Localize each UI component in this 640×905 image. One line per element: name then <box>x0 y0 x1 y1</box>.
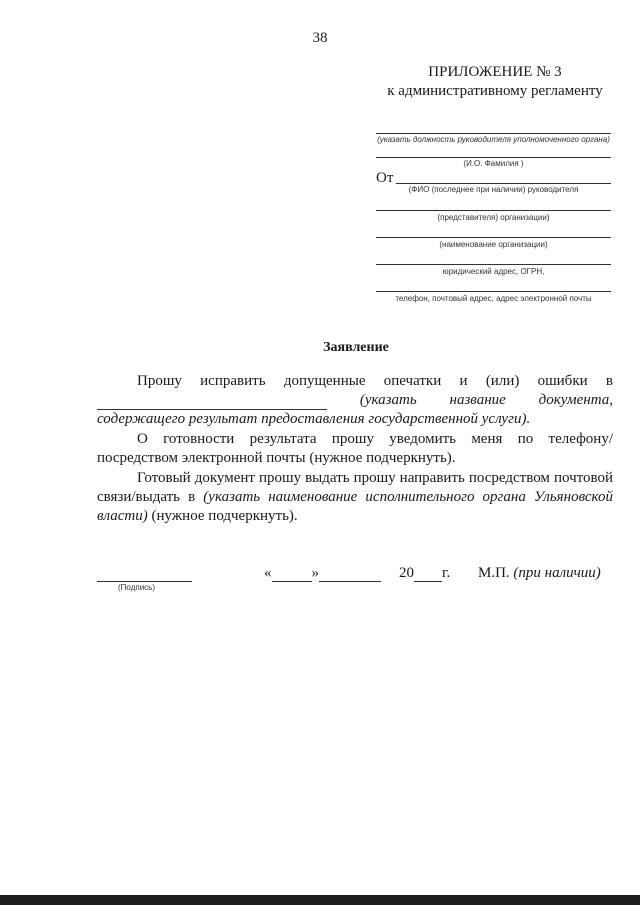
legal-address-caption: юридический адрес, ОГРН, <box>442 267 545 276</box>
paragraph-2-part-1: О готовности результата прошу уведомить меня по телефону/ <box>137 431 613 447</box>
name-caption: (И.О. Фамилия ) <box>463 159 524 168</box>
paragraph-1-line-3: содержащего результат предоставления государственной услуги). <box>97 411 531 427</box>
page-number: 38 <box>312 30 328 46</box>
contacts-line <box>376 291 611 292</box>
quote-close: » <box>311 565 319 581</box>
p1-italic-word: название <box>449 392 506 408</box>
representative-caption: (представителя) организации) <box>437 213 550 222</box>
p1-word: исправить <box>200 373 266 389</box>
name-line <box>376 157 611 158</box>
p1-word: опечатки <box>383 373 442 389</box>
p1-italic-word: документа, <box>538 392 613 408</box>
signature-caption: (Подпись) <box>118 583 155 592</box>
appendix-title: ПРИЛОЖЕНИЕ № 3 <box>428 64 562 80</box>
paragraph-2-part-2: посредством электронной почты (нужное подчеркнуть). <box>97 450 456 466</box>
p1-word: (или) <box>485 373 520 389</box>
representative-line <box>376 210 611 211</box>
paragraph-1 <box>97 372 613 429</box>
year-blank <box>414 567 442 582</box>
appendix-subtitle: к административному регламенту <box>387 83 603 99</box>
stamp-label: М.П. <box>478 565 510 581</box>
paragraph-3-end: (нужное подчеркнуть). <box>147 508 298 524</box>
organization-line <box>376 237 611 238</box>
position-caption: (указать должность руководителя уполномоченного органа) <box>377 135 610 144</box>
p1-word: ошибки <box>537 373 588 389</box>
month-blank <box>319 567 381 582</box>
p1-word: и <box>459 373 468 389</box>
from-label: От <box>376 170 394 186</box>
stamp-note <box>478 565 601 582</box>
applicant-line <box>396 183 611 184</box>
day-blank <box>272 567 312 582</box>
document-name-blank <box>97 397 327 410</box>
paragraph-1-line-1 <box>97 372 613 391</box>
year-prefix: 20 <box>399 565 414 581</box>
document-heading: Заявление <box>323 340 389 355</box>
p1-word: в <box>605 373 613 389</box>
quote-open: « <box>264 565 272 581</box>
paragraph-3-italic: (указать наименование исполнительного органа Ульяновской власти) <box>97 489 613 524</box>
stamp-condition: (при наличии) <box>513 565 601 581</box>
p1-italic-word: (указать <box>359 392 417 408</box>
contacts-caption: телефон, почтовый адрес, адрес электронной почты <box>395 294 592 303</box>
year-suffix: г. <box>442 565 451 581</box>
paragraph-1-line-2 <box>97 391 613 410</box>
date-field <box>264 565 450 582</box>
organization-caption: (наименование организации) <box>439 240 548 249</box>
position-line <box>376 133 611 134</box>
p1-word: Прошу <box>137 373 182 389</box>
paragraph-3-start: Готовый документ прошу выдать прошу направить посредством почтовой связи/выдать в <box>97 470 613 505</box>
p1-word: допущенные <box>283 373 366 389</box>
paragraph-2 <box>97 430 613 468</box>
paragraph-3 <box>97 469 613 526</box>
applicant-caption: (ФИО (последнее при наличии) руководителя <box>408 185 579 194</box>
appendix-header <box>385 63 605 101</box>
scan-edge <box>0 895 640 905</box>
legal-address-line <box>376 264 611 265</box>
signature-line <box>97 581 192 582</box>
